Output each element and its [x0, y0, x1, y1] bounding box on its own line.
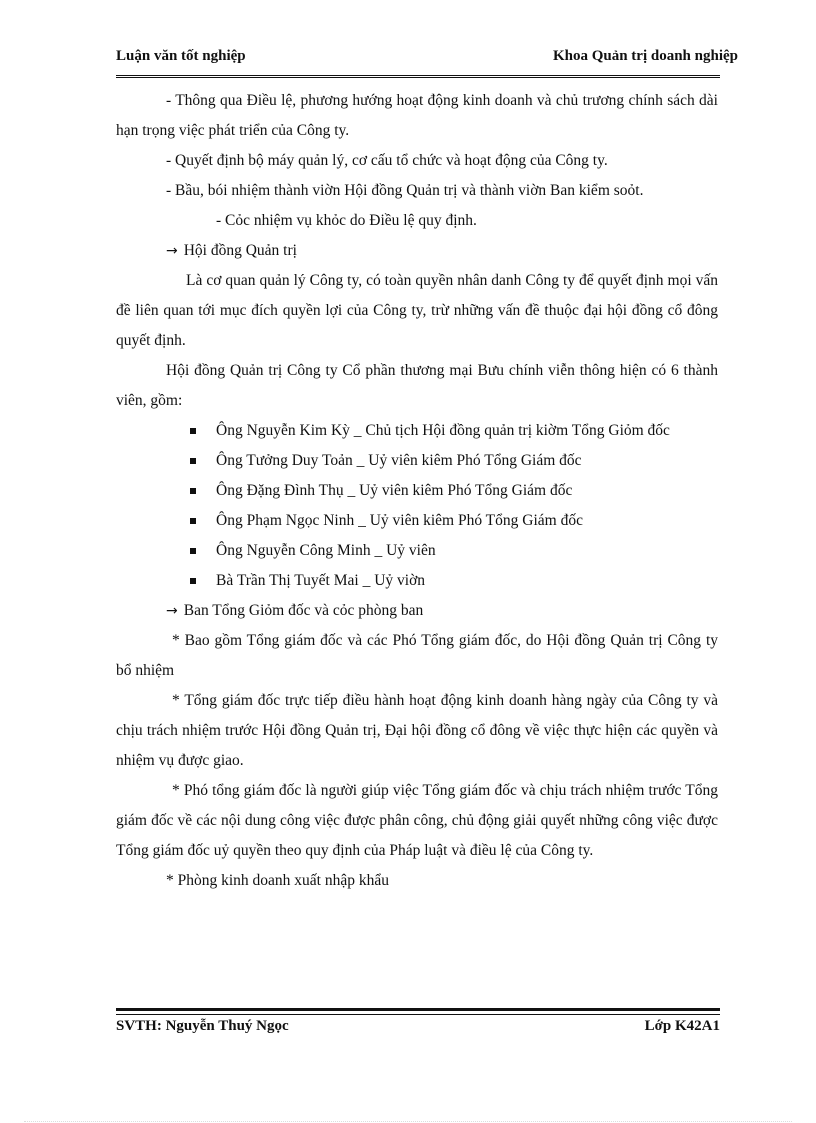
header-thesis-label: Luận văn tốt nghiệp [116, 48, 246, 64]
square-bullet-icon [190, 578, 196, 584]
page-edge-divider [24, 1121, 792, 1122]
header-rule [116, 75, 720, 78]
square-bullet-icon [190, 488, 196, 494]
member-text: Ông Tưởng Duy Toản _ Uỷ viên kiêm Phó Tổng Giám đốc [216, 452, 582, 469]
list-item [190, 536, 718, 566]
member-list [116, 416, 718, 596]
square-bullet-icon [190, 428, 196, 434]
header-faculty-label: Khoa Quản trị doanh nghiệp [552, 48, 738, 64]
list-item [190, 476, 718, 506]
paragraph: - Thông qua Điều lệ, phương hướng hoạt động kinh doanh và chủ trương chính sách dài hạn trọng việc phát triển của Công ty. [116, 92, 718, 139]
right-arrow-icon: → [166, 603, 178, 619]
paragraph: * Phó tổng giám đốc là người giúp việc Tổng giám đốc và chịu trách nhiệm trước Tổng giám đốc về các nội dung công việc được phân công, chủ động giải quyết những công việc được Tổng giám đốc uỷ quyền theo quy định của Pháp luật và điều lệ của Công ty. [116, 782, 718, 859]
paragraph: * Bao gồm Tổng giám đốc và các Phó Tổng giám đốc, do Hội đồng Quản trị Công ty bổ nhiệm [116, 632, 718, 679]
square-bullet-icon [190, 518, 196, 524]
paragraph: - Bầu, bói nhiệm thành viờn Hội đồng Quản trị và thành viờn Ban kiểm soỏt. [166, 182, 644, 199]
page-footer [116, 1018, 720, 1042]
member-text: Ông Đặng Đình Thụ _ Uỷ viên kiêm Phó Tổng Giám đốc [216, 482, 573, 499]
paragraph: Hội đồng Quản trị Công ty Cổ phần thương mại Bưu chính viễn thông hiện có 6 thành viên, gồm: [116, 362, 718, 409]
member-text: Ông Nguyễn Công Minh _ Uỷ viên [216, 542, 436, 559]
member-text: Bà Trần Thị Tuyết Mai _ Uỷ viờn [216, 572, 426, 589]
list-item [190, 446, 718, 476]
footer-class-label: Lớp K42A1 [644, 1018, 720, 1034]
member-text: Ông Nguyễn Kim Kỳ _ Chủ tịch Hội đồng quản trị kiờm Tổng Giỏm đốc [216, 422, 670, 439]
list-item [190, 566, 718, 596]
square-bullet-icon [190, 548, 196, 554]
heading-text: Hội đồng Quản trị [183, 242, 297, 259]
right-arrow-icon: → [166, 243, 178, 259]
paragraph: * Phòng kinh doanh xuất nhập khẩu [166, 872, 390, 889]
paragraph: - Cỏc nhiệm vụ khỏc do Điều lệ quy định. [216, 212, 477, 229]
footer-rule-thin [116, 1014, 720, 1015]
heading-text: Ban Tổng Giỏm đốc và cỏc phòng ban [183, 602, 424, 619]
paragraph: * Tổng giám đốc trực tiếp điều hành hoạt động kinh doanh hàng ngày của Công ty và chịu trách nhiệm trước Hội đồng Quản trị, Đại hội đồng cổ đông về việc thực hiện các quyền và nhiệm vụ được giao. [116, 692, 718, 769]
list-item [190, 416, 718, 446]
section-heading [116, 236, 718, 266]
member-text: Ông Phạm Ngọc Ninh _ Uỷ viên kiêm Phó Tổng Giám đốc [216, 512, 583, 529]
section-heading [116, 596, 718, 626]
list-item [190, 506, 718, 536]
footer-student-label: SVTH: Nguyễn Thuý Ngọc [116, 1018, 289, 1034]
square-bullet-icon [190, 458, 196, 464]
paragraph: - Quyết định bộ máy quản lý, cơ cấu tổ chức và hoạt động của Công ty. [166, 152, 608, 169]
document-body [116, 86, 718, 896]
page-header [116, 48, 738, 72]
footer-rule [116, 1008, 720, 1011]
paragraph: Là cơ quan quản lý Công ty, có toàn quyền nhân danh Công ty để quyết định mọi vấn đề liên quan tới mục đích quyền lợi của Công ty, trừ những vấn đề thuộc đại hội đồng cổ đông quyết định. [116, 272, 718, 349]
